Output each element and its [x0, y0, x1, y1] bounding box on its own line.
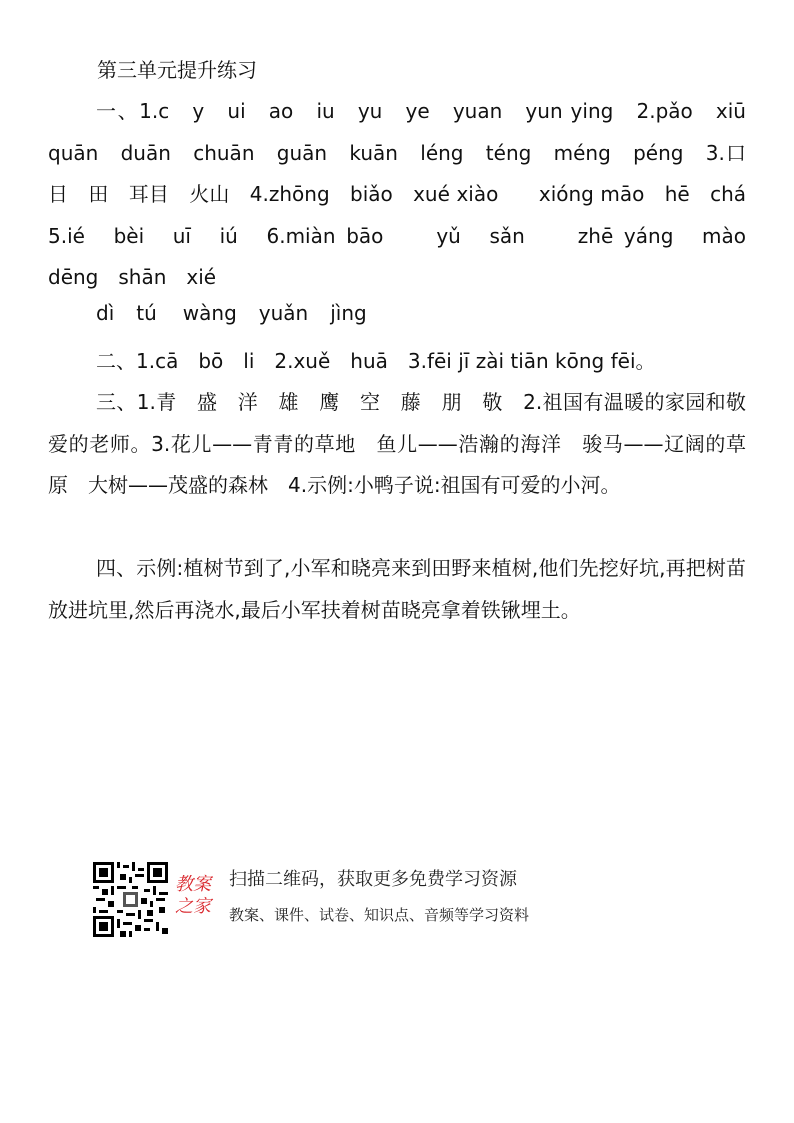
pinyin-jing: jìng — [330, 301, 367, 325]
answer-section-1-line-2 — [48, 299, 367, 327]
promo-text-2: 教案、课件、试卷、知识点、音频等学习资料 — [229, 906, 530, 924]
pinyin-di: dì — [96, 301, 115, 325]
pinyin-wang: wàng — [182, 301, 237, 325]
logo-line-1: 教案 — [175, 874, 211, 895]
page-title: 第三单元提升练习 — [97, 58, 257, 82]
answer-section-1: 一、1.c y ui ao iu yu ye yuan yun ying 2.pǎo xiū quān duān chuān guān kuān léng téng méng péng 3.口 日 田 耳目 火山 4.zhōng biǎo xué xiào xióng māo hē chá 5.ié bèi uī iú 6.miàn bāo yǔ sǎn zhē yáng mào dēng shān xié — [48, 99, 786, 290]
pinyin-tu: tú — [136, 301, 157, 325]
logo-line-2: 之家 — [175, 896, 211, 917]
promo-text-1: 扫描二维码，获取更多免费学习资源 — [229, 869, 517, 890]
site-logo — [175, 874, 219, 918]
answer-section-2: 二、1.cā bō li 2.xuě huā 3.fēi jī zài tiān kōng fēi。 — [96, 349, 656, 373]
answer-section-4: 四、示例:植树节到了,小军和晓亮来到田野来植树,他们先挖好坑,再把树苗放进坑里,然后再浇水,最后小军扶着树苗晓亮拿着铁锹埋土。 — [48, 556, 746, 622]
footer-promo — [93, 862, 613, 940]
answer-section-3: 三、1.青 盛 洋 雄 鹰 空 藤 朋 敬 2.祖国有温暖的家园和敬爱的老师。3.花儿——青青的草地 鱼儿——浩瀚的海洋 骏马——辽阔的草原 大树——茂盛的森林 4.示例:小鸭子说:祖国有可爱的小河。 — [48, 390, 746, 498]
qr-code-icon — [93, 862, 168, 937]
pinyin-yuan: yuǎn — [258, 301, 309, 325]
